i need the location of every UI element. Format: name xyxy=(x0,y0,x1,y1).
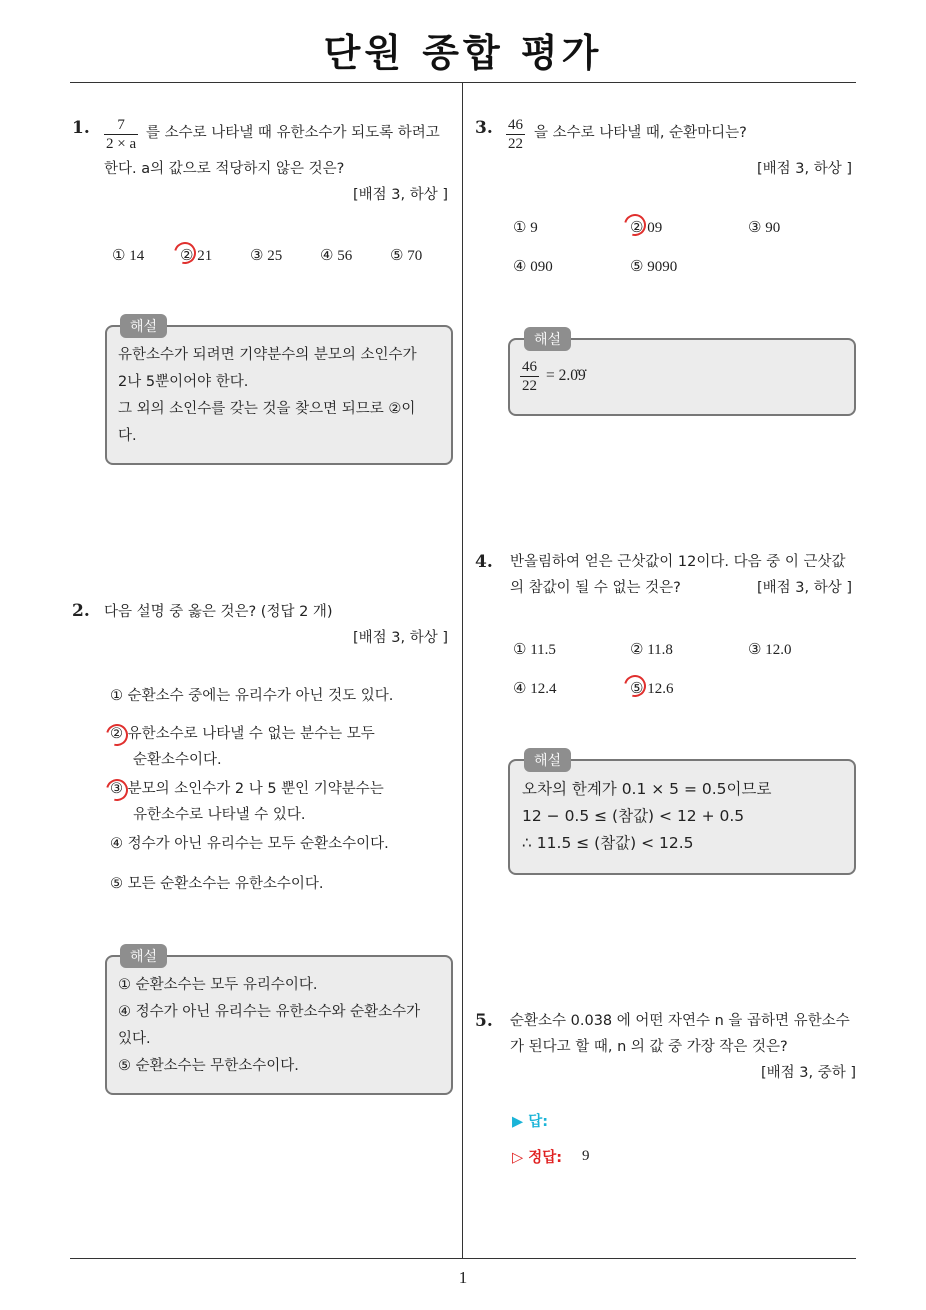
choice-3[interactable]: ③ 12.0 xyxy=(748,642,792,658)
explanation-line: 다. xyxy=(118,428,137,444)
explanation-line: ④ 정수가 아닌 유리수는 유한소수와 순환소수가 xyxy=(118,1004,421,1020)
choice-4[interactable]: ④ 12.4 xyxy=(513,681,557,697)
fraction-denominator: 22 xyxy=(522,378,537,394)
choice-4[interactable]: ④ 090 xyxy=(513,259,553,275)
score-label: [배점 3, 중하 ] xyxy=(760,1065,856,1081)
score-label: [배점 3, 하상 ] xyxy=(352,630,448,646)
explanation-tag: 해설 xyxy=(524,748,571,772)
choice-4[interactable]: ④ 56 xyxy=(320,248,353,264)
question-text: 가 된다고 할 때, n 의 값 중 가장 작은 것은? xyxy=(510,1039,788,1055)
question-text: 반올림하여 얻은 근삿값이 12이다. 다음 중 이 근삿값 xyxy=(510,554,846,570)
choice-1[interactable]: ① 11.5 xyxy=(513,642,556,658)
fraction xyxy=(520,358,539,395)
explanation-line: 2나 5뿐이어야 한다. xyxy=(118,374,249,390)
choice-3[interactable]: ③ 25 xyxy=(250,248,283,264)
question-text: 순환소수 0.03̇8̇ 에 어떤 자연수 n 을 곱하면 유한소수 xyxy=(510,1013,850,1029)
score-label: [배점 3, 하상 ] xyxy=(756,580,852,596)
explanation-text xyxy=(118,342,417,450)
explanation-tag: 해설 xyxy=(120,944,167,968)
question-text: 을 소수로 나타낼 때, 순환마디는? xyxy=(534,125,747,141)
explanation-line: 오차의 한계가 0.1 × 5 = 0.5이므로 xyxy=(522,780,772,798)
correct-answer-label: ▷ 정답: xyxy=(512,1150,563,1166)
fraction-numerator: 46 xyxy=(522,359,537,375)
explanation-equation: = 2.0̇9̇ xyxy=(546,367,586,384)
question-number: 1. xyxy=(72,118,90,138)
choice-4[interactable]: ④ 정수가 아닌 유리수는 모두 순환소수이다. xyxy=(110,836,389,852)
choice-5[interactable]: ⑤ 9090 xyxy=(630,259,678,275)
question-text: 의 참값이 될 수 없는 것은? xyxy=(510,580,681,596)
explanation-tag: 해설 xyxy=(524,327,571,351)
page-number: 1 xyxy=(458,1268,468,1287)
top-rule xyxy=(70,82,856,83)
choice-1[interactable]: ① 순환소수 중에는 유리수가 아닌 것도 있다. xyxy=(110,688,394,704)
explanation-line: ∴ 11.5 ≤ (참값) < 12.5 xyxy=(522,834,694,852)
explanation-line: 있다. xyxy=(118,1031,151,1047)
bottom-rule xyxy=(70,1258,856,1259)
question-number: 5. xyxy=(475,1011,493,1031)
choice-3[interactable]: ③ 90 xyxy=(748,220,781,236)
question-number: 4. xyxy=(475,552,493,572)
score-label: [배점 3, 하상 ] xyxy=(352,187,448,203)
explanation-line: 12 − 0.5 ≤ (참값) < 12 + 0.5 xyxy=(522,807,745,825)
page-title: 단원 종합 평가 xyxy=(323,31,603,75)
fraction-denominator: 22 xyxy=(508,136,523,152)
explanation-text xyxy=(118,972,420,1080)
fraction xyxy=(506,116,525,153)
question-text: 다음 설명 중 옳은 것은? (정답 2 개) xyxy=(104,604,333,620)
explanation-tag: 해설 xyxy=(120,314,167,338)
question-text: 한다. a의 값으로 적당하지 않은 것은? xyxy=(104,161,345,177)
answer-label[interactable]: ▶ 답: xyxy=(512,1114,549,1130)
correct-answer-value: 9 xyxy=(582,1148,590,1164)
choice-2-cont: 순환소수이다. xyxy=(133,752,222,768)
fraction xyxy=(104,116,138,153)
choice-2[interactable]: ② 21 xyxy=(180,248,213,264)
explanation-line: 그 외의 소인수를 갖는 것을 찾으면 되므로 ②이 xyxy=(118,401,416,417)
column-divider xyxy=(462,83,463,1258)
choice-5[interactable]: ⑤ 모든 순환소수는 유한소수이다. xyxy=(110,876,324,892)
choice-1[interactable]: ① 14 xyxy=(112,248,145,264)
score-label: [배점 3, 하상 ] xyxy=(756,161,852,177)
explanation-line: ⑤ 순환소수는 무한소수이다. xyxy=(118,1058,299,1074)
choice-2[interactable]: ② 11.8 xyxy=(630,642,673,658)
explanation-line: ① 순환소수는 모두 유리수이다. xyxy=(118,977,318,993)
fraction-denominator: 2 × a xyxy=(106,136,137,152)
choice-1[interactable]: ① 9 xyxy=(513,220,538,236)
choice-3-cont: 유한소수로 나타낼 수 있다. xyxy=(133,807,306,823)
question-text: 를 소수로 나타낼 때 유한소수가 되도록 하려고 xyxy=(146,125,440,141)
explanation-line: 유한소수가 되려면 기약분수의 분모의 소인수가 xyxy=(118,347,417,363)
explanation-text xyxy=(522,776,771,857)
fraction-numerator: 46 xyxy=(508,117,523,133)
choice-2[interactable]: ② 09 xyxy=(630,220,663,236)
question-number: 2. xyxy=(72,601,90,621)
question-number: 3. xyxy=(475,118,493,138)
choice-5[interactable]: ⑤ 12.6 xyxy=(630,681,674,697)
choice-5[interactable]: ⑤ 70 xyxy=(390,248,423,264)
choice-2[interactable]: ② 유한소수로 나타낼 수 없는 분수는 모두 xyxy=(110,726,375,742)
choice-3[interactable]: ③ 분모의 소인수가 2 나 5 뿐인 기약분수는 xyxy=(110,781,384,797)
fraction-numerator: 7 xyxy=(104,116,138,135)
